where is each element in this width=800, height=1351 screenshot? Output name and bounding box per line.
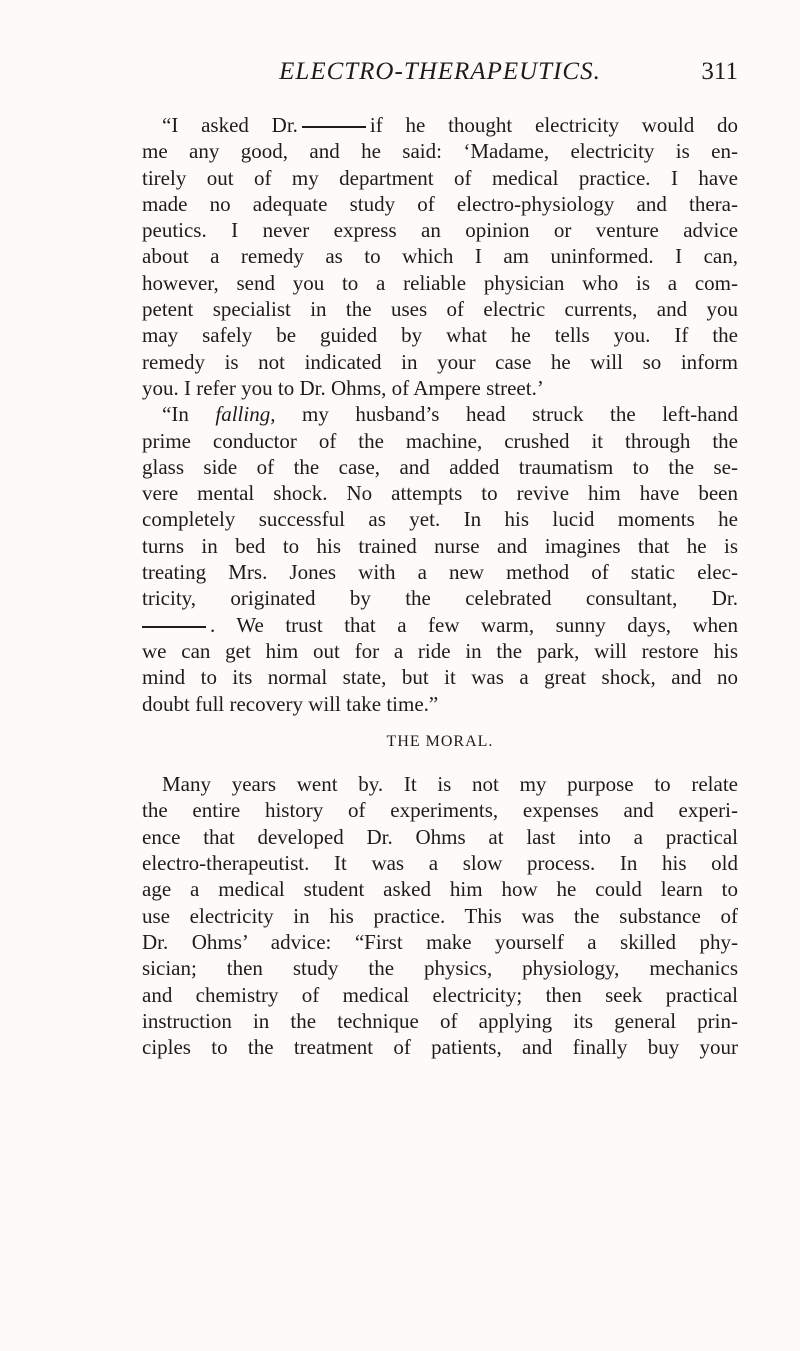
page-header <box>142 58 738 92</box>
text-line: prime conductor of the machine, crushed it through the <box>142 428 738 453</box>
text-line: Dr. Ohms’ advice: “First make yourself a skilled phy- <box>142 929 738 954</box>
running-title: ELECTRO-THERAPEUTICS. <box>279 58 601 85</box>
text-line: glass side of the case, and added traumatism to the se- <box>142 454 738 479</box>
text-line: ence that developed Dr. Ohms at last into a practical <box>142 824 738 849</box>
text-line: peutics. I never express an opinion or venture advice <box>142 218 738 243</box>
text-line: vere mental shock. No attempts to revive him have been <box>142 481 738 506</box>
text-line: about a remedy as to which I am uninformed. I can, <box>142 244 738 269</box>
text-line: use electricity in his practice. This was the substance of <box>142 903 738 928</box>
body-text <box>142 112 738 1060</box>
text-line: doubt full recovery will take time.” <box>142 691 439 716</box>
paragraph-1 <box>142 112 738 401</box>
text-line: age a medical student asked him how he could learn to <box>142 877 738 902</box>
text-line: remedy is not indicated in your case he will so inform <box>142 349 738 374</box>
section-heading: THE MORAL. <box>386 732 494 750</box>
text-line: me any good, and he said: ‘Madame, electricity is en- <box>142 139 738 164</box>
text-line: turns in bed to his trained nurse and imagines that he is <box>142 533 738 558</box>
text-line: however, send you to a reliable physician who is a com- <box>142 270 738 295</box>
text-line: we can get him out for a ride in the park, will restore his <box>142 638 738 663</box>
text-line: the entire history of experiments, expenses and experi- <box>142 798 738 823</box>
text-line: treating Mrs. Jones with a new method of static elec- <box>142 560 738 585</box>
text-line: petent specialist in the uses of electric currents, and you <box>142 297 738 322</box>
text-line: . We trust that a few warm, sunny days, when <box>142 612 738 638</box>
text-line: tricity, originated by the celebrated consultant, Dr. <box>142 586 738 611</box>
text-line: tirely out of my department of medical practice. I have <box>142 165 738 190</box>
text-line: ciples to the treatment of patients, and finally buy your <box>142 1035 738 1060</box>
italic-word: falling, <box>215 402 276 427</box>
omitted-name-dash <box>302 126 366 128</box>
text-line: mind to its normal state, but it was a great shock, and no <box>142 665 738 690</box>
text-line: may safely be guided by what he tells you. If the <box>142 323 738 348</box>
text-line: instruction in the technique of applying its general prin- <box>142 1008 738 1033</box>
text-line: “I asked Dr. if he thought electricity would do <box>162 113 738 137</box>
text-line: completely successful as yet. In his lucid moments he <box>142 507 738 532</box>
text-line: sician; then study the physics, physiology, mechanics <box>142 956 738 981</box>
text-line: “In falling, my husband’s head struck the left-hand <box>162 402 738 427</box>
text-line: Many years went by. It is not my purpose to relate <box>162 772 738 797</box>
text-line: you. I refer you to Dr. Ohms, of Ampere street.’ <box>142 375 544 400</box>
omitted-name-dash <box>142 626 206 628</box>
paragraph-3 <box>142 771 738 1060</box>
page-number: 311 <box>701 58 738 85</box>
text-line: made no adequate study of electro-physiology and thera- <box>142 191 738 216</box>
text-line: electro-therapeutist. It was a slow process. In his old <box>142 851 738 876</box>
paragraph-2 <box>142 401 738 717</box>
text-line: and chemistry of medical electricity; then seek practical <box>142 982 738 1007</box>
